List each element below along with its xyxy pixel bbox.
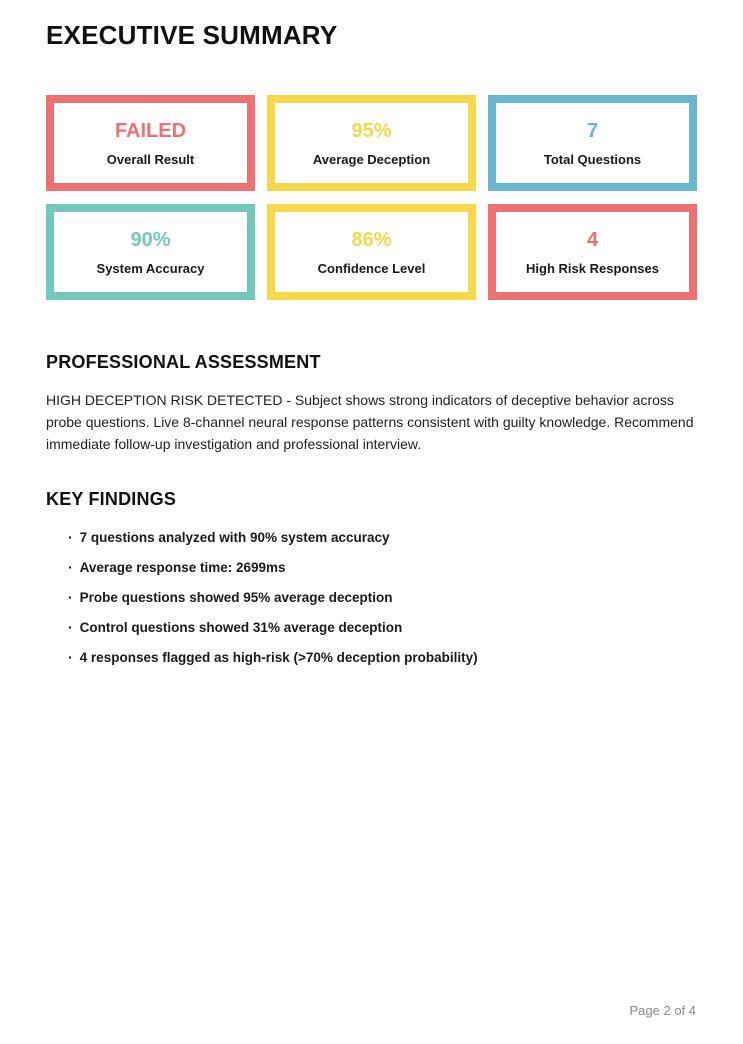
page-title: EXECUTIVE SUMMARY (46, 20, 338, 50)
summary-stat-cards (46, 95, 697, 300)
stat-card-system-accuracy (46, 204, 255, 300)
bullet-icon: · (68, 559, 73, 576)
bullet-icon: · (68, 649, 73, 666)
bullet-icon: · (68, 589, 73, 606)
finding-text: 7 questions analyzed with 90% system accuracy (79, 530, 390, 546)
key-findings-list (46, 530, 697, 665)
stat-value: 86% (351, 228, 392, 251)
stat-label: Overall Result (106, 151, 195, 167)
professional-assessment-heading: PROFESSIONAL ASSESSMENT (46, 352, 321, 372)
stat-value: 4 (586, 228, 599, 251)
bullet-icon: · (68, 619, 73, 636)
finding-item (68, 620, 697, 635)
stat-card-total-questions (488, 95, 697, 191)
finding-text: 4 responses flagged as high-risk (>70% deception probability) (79, 650, 478, 666)
page-number: Page 2 of 4 (629, 1003, 696, 1018)
finding-text: Control questions showed 31% average deception (79, 620, 403, 636)
stat-label: Total Questions (543, 151, 642, 167)
stat-label: Average Deception (312, 151, 431, 167)
finding-item (68, 650, 697, 665)
professional-assessment-text: HIGH DECEPTION RISK DETECTED - Subject shows strong indicators of deceptive behavior across probe questions. Live 8-channel neural response patterns consistent with guilty knowledge. Recommend immediate follow-up investigation and professional interview. (46, 392, 694, 453)
finding-text: Probe questions showed 95% average deception (79, 590, 393, 606)
stat-label: High Risk Responses (526, 260, 659, 276)
stat-value: FAILED (114, 119, 187, 142)
stat-card-average-deception (267, 95, 476, 191)
finding-item (68, 530, 697, 545)
finding-text: Average response time: 2699ms (79, 560, 286, 576)
stat-label: Confidence Level (317, 260, 426, 276)
bullet-icon: · (68, 529, 73, 546)
stat-card-confidence-level (267, 204, 476, 300)
stat-value: 7 (586, 119, 599, 142)
stat-label: System Accuracy (96, 260, 205, 276)
key-findings-heading: KEY FINDINGS (46, 489, 177, 510)
stat-value: 90% (130, 228, 171, 251)
finding-item (68, 560, 697, 575)
finding-item (68, 590, 697, 605)
stat-value: 95% (351, 119, 392, 142)
stat-card-overall-result (46, 95, 255, 191)
professional-assessment-section (46, 352, 697, 455)
stat-card-high-risk-responses (488, 204, 697, 300)
key-findings-section (46, 489, 697, 665)
